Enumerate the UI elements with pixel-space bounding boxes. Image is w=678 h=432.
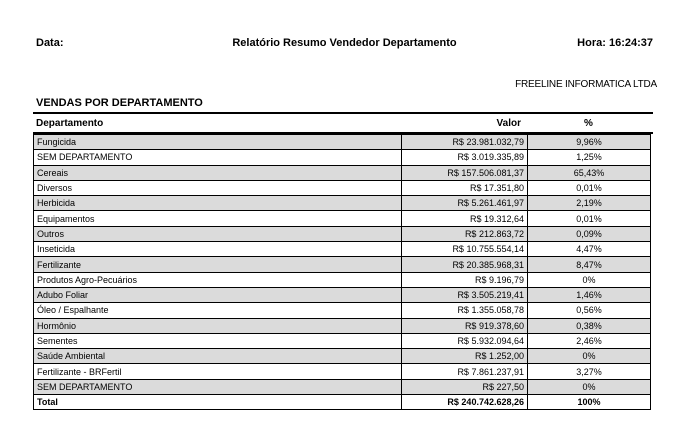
table-row bbox=[34, 318, 651, 333]
department-cell: Equipamentos bbox=[34, 211, 402, 226]
value-cell: R$ 7.861.237,91 bbox=[402, 364, 528, 379]
table-row bbox=[34, 303, 651, 318]
value-cell: R$ 3.019.335,89 bbox=[402, 150, 528, 165]
table-row bbox=[34, 242, 651, 257]
department-cell: Produtos Agro-Pecuários bbox=[34, 272, 402, 287]
value-cell: R$ 1.355.058,78 bbox=[402, 303, 528, 318]
column-header-percent: % bbox=[584, 117, 593, 129]
sales-table-container bbox=[33, 112, 653, 410]
section-title: VENDAS POR DEPARTAMENTO bbox=[36, 97, 203, 109]
percent-cell: 1,25% bbox=[528, 150, 651, 165]
table-row bbox=[34, 150, 651, 165]
department-cell: Inseticida bbox=[34, 242, 402, 257]
table-header-row bbox=[33, 114, 653, 132]
column-header-valor: Valor bbox=[496, 117, 521, 129]
table-row bbox=[34, 196, 651, 211]
department-cell: Óleo / Espalhante bbox=[34, 303, 402, 318]
department-cell: Herbicida bbox=[34, 196, 402, 211]
percent-cell: 0,01% bbox=[528, 211, 651, 226]
percent-cell: 1,46% bbox=[528, 287, 651, 302]
value-cell: R$ 23.981.032,79 bbox=[402, 135, 528, 150]
percent-cell: 0,56% bbox=[528, 303, 651, 318]
value-cell: R$ 10.755.554,14 bbox=[402, 242, 528, 257]
company-name: FREELINE INFORMATICA LTDA bbox=[515, 79, 657, 90]
date-label: Data: bbox=[36, 37, 64, 49]
table-row bbox=[34, 211, 651, 226]
department-cell: Diversos bbox=[34, 180, 402, 195]
percent-cell: 0% bbox=[528, 349, 651, 364]
time-label: Hora: 16:24:37 bbox=[577, 37, 653, 49]
department-cell: Cereais bbox=[34, 165, 402, 180]
table-row bbox=[34, 364, 651, 379]
department-cell: Sementes bbox=[34, 333, 402, 348]
percent-cell: 9,96% bbox=[528, 135, 651, 150]
percent-cell: 0,01% bbox=[528, 180, 651, 195]
value-cell: R$ 3.505.219,41 bbox=[402, 287, 528, 302]
percent-cell: 2,46% bbox=[528, 333, 651, 348]
value-cell: R$ 20.385.968,31 bbox=[402, 257, 528, 272]
value-cell: R$ 240.742.628,26 bbox=[402, 395, 528, 410]
percent-cell: 3,27% bbox=[528, 364, 651, 379]
department-cell: Outros bbox=[34, 226, 402, 241]
department-cell: Fertilizante - BRFertil bbox=[34, 364, 402, 379]
percent-cell: 100% bbox=[528, 395, 651, 410]
value-cell: R$ 212.863,72 bbox=[402, 226, 528, 241]
table-row bbox=[34, 135, 651, 150]
report-header bbox=[36, 37, 653, 49]
table-row bbox=[34, 180, 651, 195]
value-cell: R$ 227,50 bbox=[402, 379, 528, 394]
value-cell: R$ 5.261.461,97 bbox=[402, 196, 528, 211]
table-row bbox=[34, 165, 651, 180]
department-cell: Hormônio bbox=[34, 318, 402, 333]
value-cell: R$ 1.252,00 bbox=[402, 349, 528, 364]
department-cell: Adubo Foliar bbox=[34, 287, 402, 302]
table-row bbox=[34, 257, 651, 272]
percent-cell: 65,43% bbox=[528, 165, 651, 180]
percent-cell: 2,19% bbox=[528, 196, 651, 211]
department-cell: Total bbox=[34, 395, 402, 410]
report-title: Relatório Resumo Vendedor Departamento bbox=[232, 37, 457, 49]
value-cell: R$ 9.196,79 bbox=[402, 272, 528, 287]
value-cell: R$ 17.351,80 bbox=[402, 180, 528, 195]
department-cell: SEM DEPARTAMENTO bbox=[34, 379, 402, 394]
table-total-row bbox=[34, 395, 651, 410]
value-cell: R$ 157.506.081,37 bbox=[402, 165, 528, 180]
percent-cell: 0,38% bbox=[528, 318, 651, 333]
table-row bbox=[34, 287, 651, 302]
value-cell: R$ 919.378,60 bbox=[402, 318, 528, 333]
percent-cell: 4,47% bbox=[528, 242, 651, 257]
department-cell: Saúde Ambiental bbox=[34, 349, 402, 364]
table-row bbox=[34, 379, 651, 394]
department-cell: SEM DEPARTAMENTO bbox=[34, 150, 402, 165]
department-cell: Fungicida bbox=[34, 135, 402, 150]
table-row bbox=[34, 349, 651, 364]
department-cell: Fertilizante bbox=[34, 257, 402, 272]
percent-cell: 0% bbox=[528, 272, 651, 287]
sales-table bbox=[33, 134, 651, 410]
percent-cell: 0,09% bbox=[528, 226, 651, 241]
value-cell: R$ 5.932.094,64 bbox=[402, 333, 528, 348]
column-header-departamento: Departamento bbox=[36, 117, 104, 129]
table-row bbox=[34, 226, 651, 241]
table-row bbox=[34, 333, 651, 348]
percent-cell: 8,47% bbox=[528, 257, 651, 272]
table-body bbox=[34, 135, 651, 410]
table-row bbox=[34, 272, 651, 287]
value-cell: R$ 19.312,64 bbox=[402, 211, 528, 226]
percent-cell: 0% bbox=[528, 379, 651, 394]
